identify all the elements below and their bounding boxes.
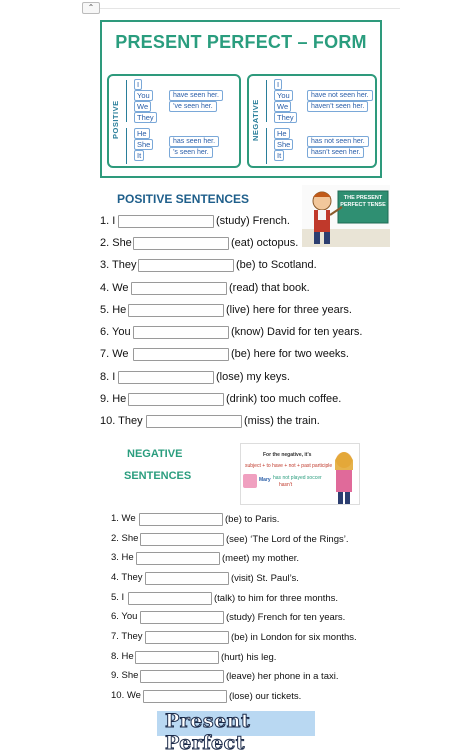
bracket <box>266 128 270 164</box>
positive-section-title: POSITIVE SENTENCES <box>117 192 250 206</box>
divider <box>100 8 400 9</box>
sentence-subject: 3. They <box>100 259 137 271</box>
exercise-row <box>0 611 474 627</box>
answer-input[interactable] <box>133 348 229 361</box>
exercise-row <box>0 533 474 549</box>
sentence-rest: (live) here for three years. <box>226 304 352 316</box>
aux-phrase: haven’t seen her. <box>307 101 368 112</box>
sentence-rest: (visit) St. Paul’s. <box>231 573 299 584</box>
answer-input[interactable] <box>143 690 227 703</box>
answer-input[interactable] <box>135 651 219 664</box>
sentence-rest: (leave) her phone in a taxi. <box>226 671 339 682</box>
answer-input[interactable] <box>118 371 214 384</box>
sentence-rest: (lose) our tickets. <box>229 691 302 702</box>
exercise-row <box>0 282 474 298</box>
answer-input[interactable] <box>140 670 224 683</box>
sentence-subject: 1. We <box>111 513 136 524</box>
sentence-rest: (be) to Scotland. <box>236 259 317 271</box>
chevron-up-icon[interactable]: ⌃ <box>82 2 100 14</box>
exercise-row <box>0 237 474 253</box>
exercise-row <box>0 631 474 647</box>
answer-input[interactable] <box>145 631 229 644</box>
exercise-row <box>0 304 474 320</box>
sentence-subject: 1. I <box>100 215 116 227</box>
sentence-rest: (study) French for ten years. <box>226 612 346 623</box>
negative-label: NEGATIVE <box>251 99 260 141</box>
bottom-banner <box>157 710 315 754</box>
pronoun: It <box>274 150 284 161</box>
aux-phrase: have seen her. <box>169 90 223 101</box>
sentence-rest: (hurt) his leg. <box>221 652 277 663</box>
exercise-row <box>0 415 474 431</box>
answer-input[interactable] <box>131 282 227 295</box>
exercise-row <box>0 513 474 529</box>
answer-input[interactable] <box>128 393 224 406</box>
bracket <box>126 128 130 164</box>
sentence-rest: (be) to Paris. <box>225 514 280 525</box>
sentence-rest: (know) David for ten years. <box>231 326 363 338</box>
aux-phrase: have not seen her. <box>307 90 373 101</box>
exercise-row <box>0 259 474 275</box>
girl-icon <box>329 444 359 504</box>
sentence-rest: (talk) to him for three months. <box>214 593 339 604</box>
top-bar <box>0 0 474 14</box>
sentence-subject: 3. He <box>111 552 134 563</box>
sentence-subject: 4. They <box>111 572 143 583</box>
answer-input[interactable] <box>145 572 229 585</box>
pronoun: They <box>134 112 157 123</box>
positive-label: POSITIVE <box>111 100 120 140</box>
sentence-rest: (be) in London for six months. <box>231 632 357 643</box>
pronoun: You <box>274 90 293 101</box>
pronoun: She <box>134 139 153 150</box>
positive-panel <box>107 74 241 168</box>
neg-example-verb: has not played soccer <box>273 475 322 481</box>
sentence-rest: (be) here for two weeks. <box>231 348 349 360</box>
pronoun: I <box>274 79 282 90</box>
form-title: PRESENT PERFECT – FORM <box>115 32 367 52</box>
answer-input[interactable] <box>128 304 224 317</box>
exercise-row <box>0 651 474 667</box>
board-text: THE PRESENT PERFECT TENSE <box>340 195 386 208</box>
negative-panel <box>247 74 377 168</box>
exercise-row <box>0 348 474 364</box>
exercise-row <box>0 592 474 608</box>
pronoun: You <box>134 90 153 101</box>
answer-input[interactable] <box>138 259 234 272</box>
sentence-subject: 4. We <box>100 282 129 294</box>
negative-illustration <box>240 443 360 505</box>
sentence-subject: 10. They <box>100 415 143 427</box>
sentence-subject: 2. She <box>100 237 132 249</box>
sentence-rest: (miss) the train. <box>244 415 320 427</box>
sentence-rest: (meet) my mother. <box>222 553 300 564</box>
pronoun: We <box>134 101 151 112</box>
exercise-row <box>0 393 474 409</box>
sentence-subject: 10. We <box>111 690 141 701</box>
neg-formula: subject + to have + not + past participle <box>245 463 333 469</box>
bracket <box>266 80 270 122</box>
aux-phrase: ’ve seen her. <box>169 101 217 112</box>
answer-input[interactable] <box>140 533 224 546</box>
sentence-rest: (eat) octopus. <box>231 237 299 249</box>
neg-heading: For the negative, it's <box>263 452 312 458</box>
pronoun: They <box>274 112 297 123</box>
pronoun: He <box>134 128 150 139</box>
pronoun: She <box>274 139 293 150</box>
answer-input[interactable] <box>133 326 229 339</box>
form-box <box>100 20 382 178</box>
negative-section-title: NEGATIVE <box>127 448 183 460</box>
neg-example-short: hasn't <box>279 482 293 488</box>
sentence-rest: (study) French. <box>216 215 290 227</box>
exercise-row <box>0 670 474 686</box>
banner-title: Present Perfect <box>165 710 251 754</box>
sentence-subject: 9. He <box>100 393 127 405</box>
sentence-subject: 7. They <box>111 631 143 642</box>
sentence-rest: (drink) too much coffee. <box>226 393 342 405</box>
sentence-subject: 5. I <box>111 592 125 603</box>
pronoun: We <box>274 101 291 112</box>
sentence-subject: 8. I <box>100 371 116 383</box>
answer-input[interactable] <box>140 611 224 624</box>
mary-avatar <box>243 474 257 488</box>
exercise-row <box>0 572 474 588</box>
exercise-row <box>0 552 474 568</box>
sentence-subject: 7. We <box>100 348 129 360</box>
bracket <box>126 80 130 122</box>
sentence-subject: 5. He <box>100 304 127 316</box>
sentence-subject: 6. You <box>100 326 131 338</box>
aux-phrase: ’s seen her. <box>169 147 213 158</box>
aux-phrase: has not seen her. <box>307 136 369 147</box>
answer-input[interactable] <box>136 552 220 565</box>
sentence-subject: 2. She <box>111 533 139 544</box>
exercise-row <box>0 215 474 231</box>
sentence-subject: 8. He <box>111 651 134 662</box>
sentence-rest: (read) that book. <box>229 282 310 294</box>
answer-input[interactable] <box>133 237 229 250</box>
neg-example-subject: Mary <box>259 477 271 483</box>
answer-input[interactable] <box>146 415 242 428</box>
exercise-row <box>0 371 474 387</box>
sentence-rest: (see) ‘The Lord of the Rings’. <box>226 534 349 545</box>
pronoun: He <box>274 128 290 139</box>
aux-phrase: hasn’t seen her. <box>307 147 364 158</box>
pronoun: It <box>134 150 144 161</box>
aux-phrase: has seen her. <box>169 136 219 147</box>
sentence-subject: 6. You <box>111 611 138 622</box>
pronoun: I <box>134 79 142 90</box>
answer-input[interactable] <box>139 513 223 526</box>
sentence-rest: (lose) my keys. <box>216 371 290 383</box>
exercise-row <box>0 326 474 342</box>
answer-input[interactable] <box>128 592 212 605</box>
sentence-subject: 9. She <box>111 670 139 681</box>
exercise-row <box>0 690 474 706</box>
negative-section-title-2: SENTENCES <box>124 470 192 482</box>
answer-input[interactable] <box>118 215 214 228</box>
